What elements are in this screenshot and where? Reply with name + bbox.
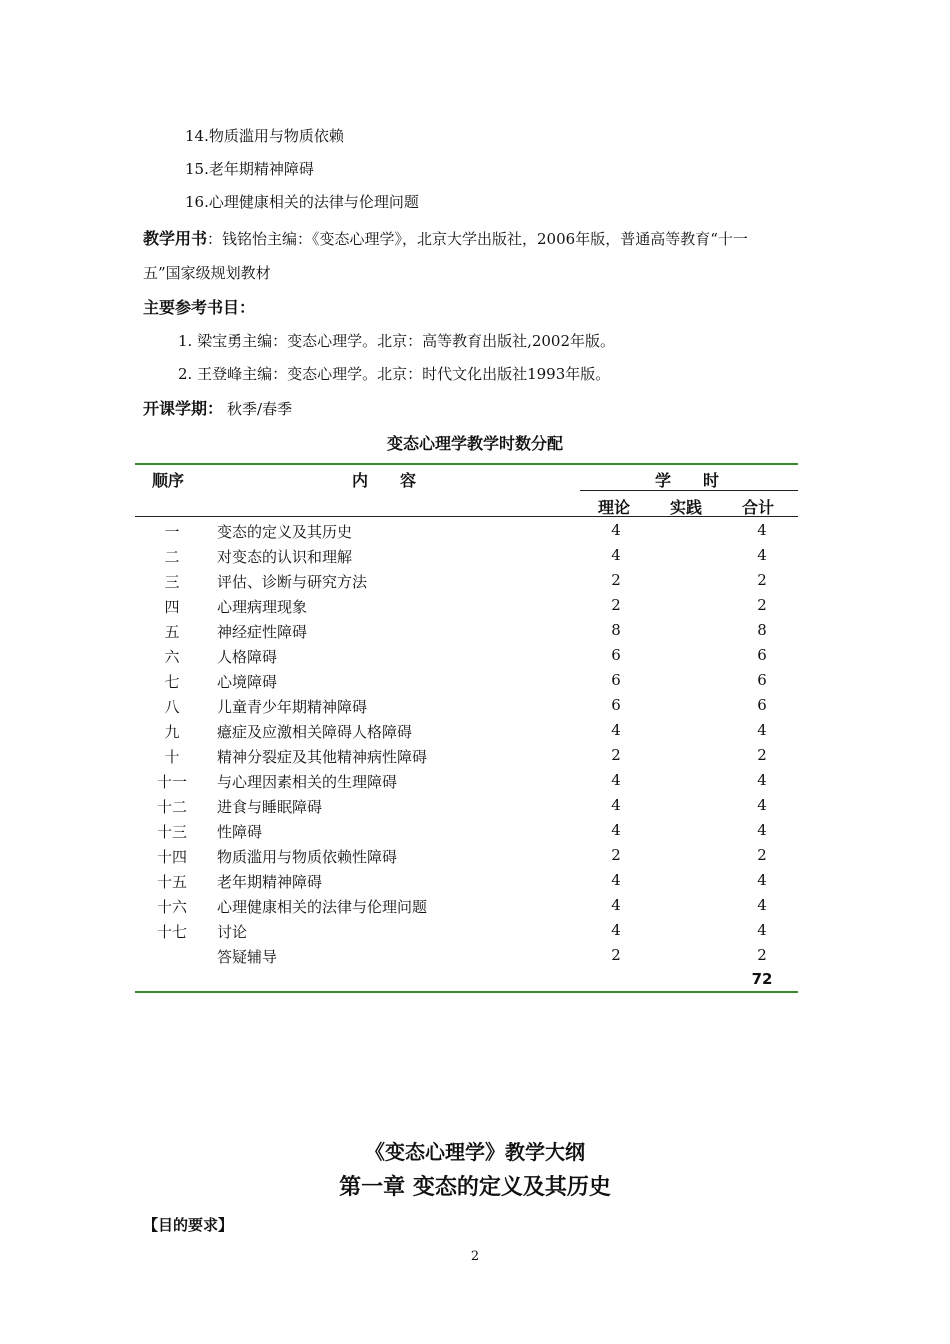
row-seq: 十七 — [156, 923, 187, 941]
row-theory: 2 — [611, 596, 621, 614]
header-total: 合计 — [742, 498, 775, 517]
row-total: 8 — [757, 621, 767, 639]
row-content: 心理病理现象 — [217, 598, 308, 616]
page-number: 2 — [470, 1249, 480, 1264]
textbook-label: 教学用书 — [143, 229, 208, 248]
row-seq: 十三 — [156, 823, 187, 841]
row-theory: 4 — [611, 546, 621, 564]
row-theory: 4 — [611, 771, 621, 789]
row-theory: 4 — [611, 521, 621, 539]
row-content: 儿童青少年期精神障碍 — [217, 698, 368, 716]
row-content: 变态的定义及其历史 — [217, 523, 353, 541]
row-total: 6 — [757, 646, 767, 664]
chapter-title: 第一章 变态的定义及其历史 — [339, 1175, 611, 1200]
header-hours: 学 时 — [655, 471, 720, 490]
row-theory: 4 — [611, 821, 621, 839]
table-top-rule — [135, 463, 798, 465]
row-theory: 2 — [611, 946, 621, 964]
syllabus-title: 《变态心理学》教学大纲 — [365, 1140, 585, 1164]
row-total: 2 — [757, 946, 767, 964]
row-theory: 2 — [611, 746, 621, 764]
references-heading: 主要参考书目： — [143, 298, 256, 317]
list-item: 14.物质滥用与物质依赖 — [185, 127, 344, 145]
row-total: 2 — [757, 746, 767, 764]
row-theory: 4 — [611, 796, 621, 814]
row-content: 精神分裂症及其他精神病性障碍 — [217, 748, 428, 766]
row-total: 4 — [757, 521, 767, 539]
row-content: 性障碍 — [217, 823, 263, 841]
row-content: 评估、诊断与研究方法 — [217, 573, 368, 591]
row-seq: 五 — [164, 623, 180, 641]
row-total: 4 — [757, 771, 767, 789]
row-total: 4 — [757, 546, 767, 564]
row-seq: 十一 — [156, 773, 187, 791]
table-title: 变态心理学教学时数分配 — [386, 434, 563, 453]
semester-value: 秋季/春季 — [227, 400, 293, 418]
row-seq: 一 — [164, 523, 180, 541]
row-content: 癔症及应激相关障碍人格障碍 — [217, 723, 413, 741]
list-item: 16.心理健康相关的法律与伦理问题 — [185, 193, 419, 211]
semester-line — [143, 396, 292, 419]
textbook-text-cont: 五”国家级规划教材 — [143, 264, 271, 282]
header-theory: 理论 — [598, 498, 631, 517]
row-total: 4 — [757, 921, 767, 939]
row-seq: 十六 — [156, 898, 187, 916]
row-content: 心境障碍 — [217, 673, 278, 691]
row-content: 进食与睡眠障碍 — [217, 798, 323, 816]
row-total: 4 — [757, 871, 767, 889]
row-theory: 6 — [611, 696, 621, 714]
row-theory: 6 — [611, 671, 621, 689]
row-content: 心理健康相关的法律与伦理问题 — [217, 898, 428, 916]
row-content: 老年期精神障碍 — [217, 873, 323, 891]
row-theory: 4 — [611, 871, 621, 889]
row-seq: 七 — [164, 673, 180, 691]
textbook-text: ：钱铭怡主编：《变态心理学》，北京大学出版社，2006年版，普通高等教育“十一 — [207, 230, 748, 248]
row-seq: 十 — [164, 748, 180, 766]
row-total: 2 — [757, 596, 767, 614]
header-seq: 顺序 — [152, 471, 185, 490]
row-theory: 4 — [611, 721, 621, 739]
row-seq: 九 — [164, 723, 180, 741]
row-total: 4 — [757, 821, 767, 839]
row-content: 与心理因素相关的生理障碍 — [217, 773, 398, 791]
row-content: 物质滥用与物质依赖性障碍 — [217, 848, 398, 866]
row-theory: 2 — [611, 846, 621, 864]
header-content: 内 容 — [352, 471, 417, 490]
header-practice: 实践 — [670, 498, 703, 517]
reference-item: 1. 梁宝勇主编：变态心理学。北京：高等教育出版社,2002年版。 — [178, 332, 616, 350]
row-seq: 八 — [164, 698, 180, 716]
row-theory: 2 — [611, 571, 621, 589]
reference-item: 2. 王登峰主编：变态心理学。北京：时代文化出版社1993年版。 — [178, 365, 611, 383]
row-total: 2 — [757, 846, 767, 864]
row-total: 6 — [757, 671, 767, 689]
grand-total: 72 — [751, 970, 773, 988]
row-theory: 4 — [611, 921, 621, 939]
row-content: 人格障碍 — [217, 648, 278, 666]
row-total: 4 — [757, 896, 767, 914]
row-content: 答疑辅导 — [217, 948, 278, 966]
row-content: 对变态的认识和理解 — [217, 548, 353, 566]
section-label: 【目的要求】 — [143, 1216, 234, 1234]
row-content: 神经症性障碍 — [217, 623, 308, 641]
row-seq: 三 — [164, 573, 180, 591]
row-theory: 6 — [611, 646, 621, 664]
row-total: 4 — [757, 796, 767, 814]
row-total: 6 — [757, 696, 767, 714]
row-total: 2 — [757, 571, 767, 589]
table-bottom-rule — [135, 991, 798, 993]
row-total: 4 — [757, 721, 767, 739]
row-theory: 8 — [611, 621, 621, 639]
textbook-line — [143, 226, 748, 249]
semester-label: 开课学期： — [143, 399, 224, 418]
list-item: 15.老年期精神障碍 — [185, 160, 314, 178]
row-seq: 二 — [164, 548, 180, 566]
row-content: 讨论 — [217, 923, 248, 941]
row-seq: 六 — [164, 648, 180, 666]
row-seq: 十五 — [156, 873, 187, 891]
row-theory: 4 — [611, 896, 621, 914]
row-seq: 十二 — [156, 798, 187, 816]
row-seq: 十四 — [156, 848, 187, 866]
row-seq: 四 — [164, 598, 180, 616]
